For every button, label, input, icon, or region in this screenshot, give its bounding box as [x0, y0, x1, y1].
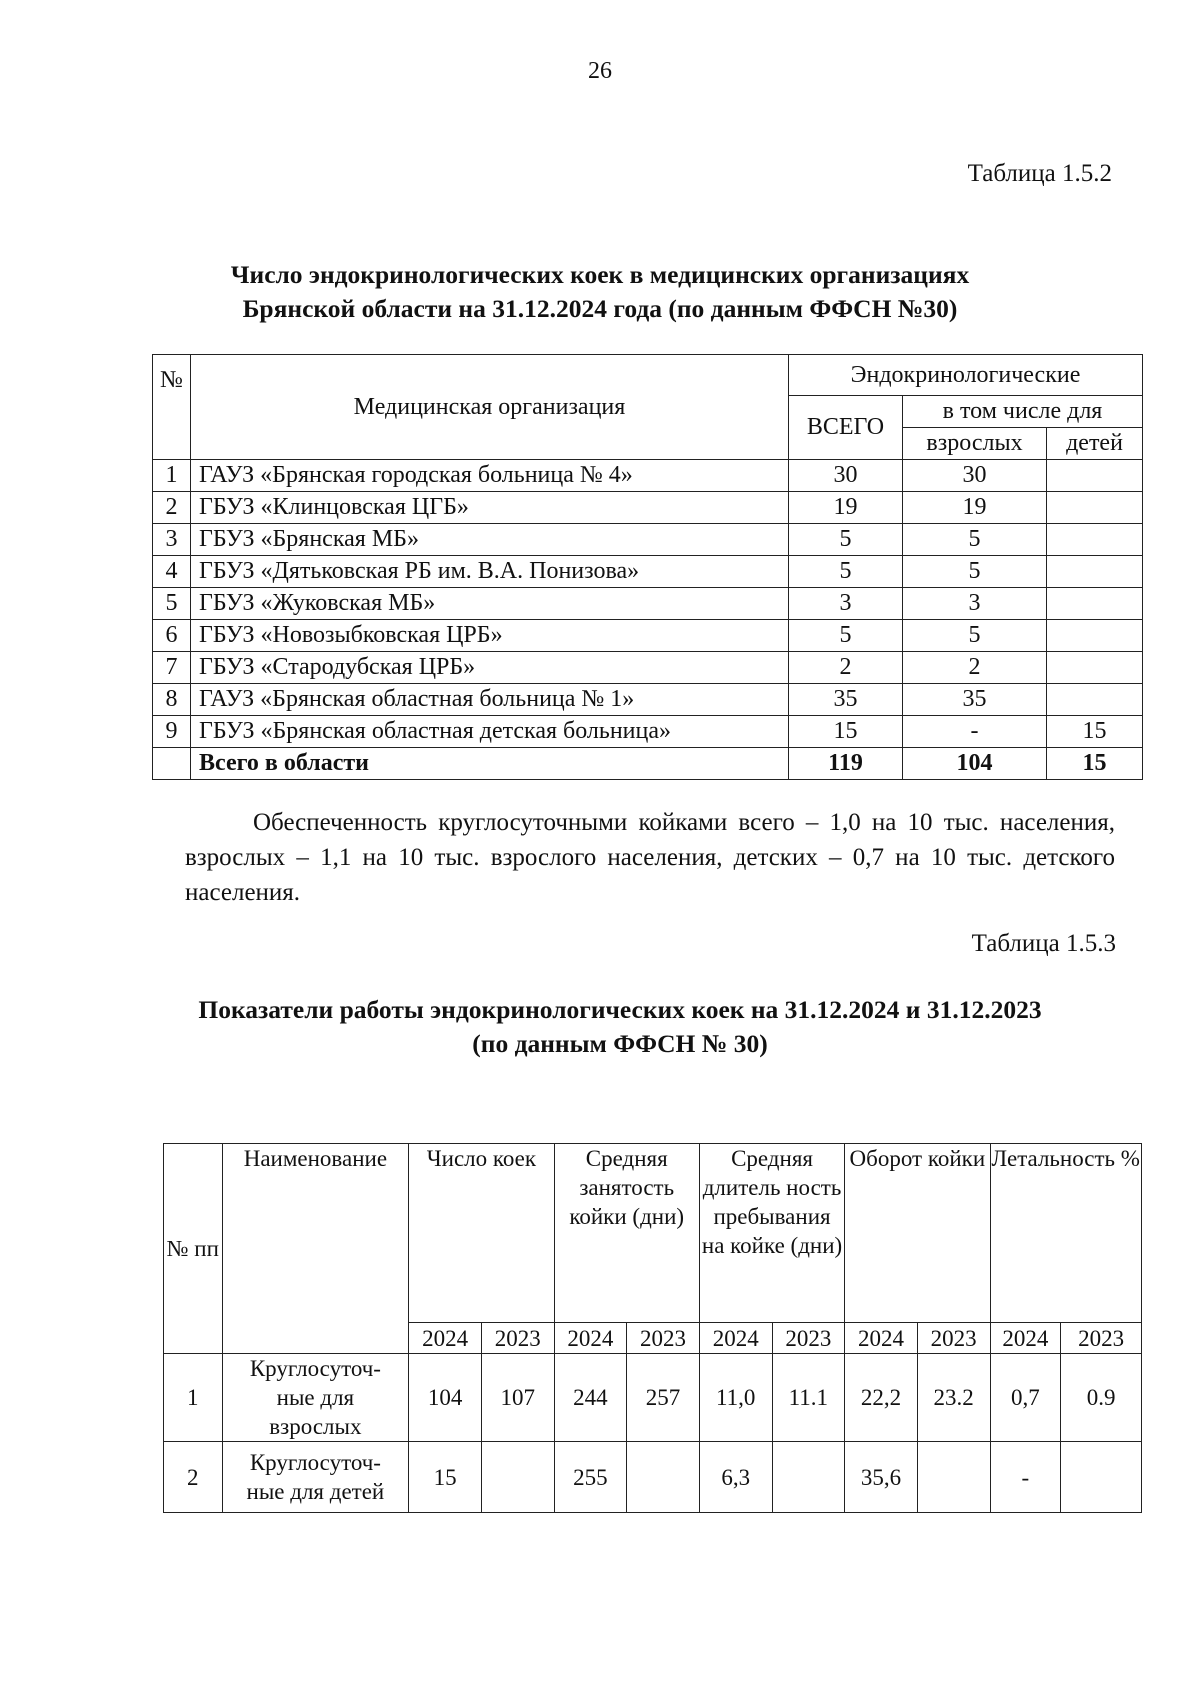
row-value: 23.2: [917, 1354, 990, 1442]
row-value: 35,6: [845, 1442, 918, 1513]
header-occupancy: Средняя занятость койки (дни): [554, 1144, 699, 1323]
row-adults: 5: [903, 524, 1047, 556]
table-row: [164, 1442, 1142, 1513]
row-value: 11,0: [699, 1354, 772, 1442]
year-header: 2024: [990, 1323, 1061, 1354]
row-adults: 2: [903, 652, 1047, 684]
header-adults: взрослых: [903, 428, 1047, 460]
header-duration: Средняя длитель ность пребывания на койке (дни): [699, 1144, 844, 1323]
row-adults: 5: [903, 556, 1047, 588]
header-organization: Медицинская организация: [191, 355, 789, 460]
table-2-label: Таблица 1.5.3: [971, 930, 1116, 957]
row-value: 244: [554, 1354, 627, 1442]
year-header: 2023: [917, 1323, 990, 1354]
row-children: [1047, 460, 1143, 492]
row-name: Круглосуточ-ные для детей: [222, 1442, 409, 1513]
row-value: [772, 1442, 845, 1513]
row-adults: 5: [903, 620, 1047, 652]
row-organization: ГБУЗ «Дятьковская РБ им. В.А. Понизова»: [191, 556, 789, 588]
row-value: 257: [627, 1354, 700, 1442]
row-organization: ГАУЗ «Брянская областная больница № 1»: [191, 684, 789, 716]
year-header: 2023: [1061, 1323, 1142, 1354]
row-children: 15: [1047, 716, 1143, 748]
bed-performance-table: [163, 1143, 1142, 1513]
row-children: [1047, 556, 1143, 588]
row-value: [627, 1442, 700, 1513]
header-children: детей: [1047, 428, 1143, 460]
row-value: 22,2: [845, 1354, 918, 1442]
row-organization: ГБУЗ «Стародубская ЦРБ»: [191, 652, 789, 684]
table-1-title-line-2: Брянской области на 31.12.2024 года (по данным ФФСН №30): [242, 294, 958, 323]
total-num: [153, 748, 191, 780]
row-value: 0,7: [990, 1354, 1061, 1442]
row-value: 15: [409, 1442, 482, 1513]
row-num: 3: [153, 524, 191, 556]
table-row: [153, 620, 1143, 652]
row-value: 107: [481, 1354, 554, 1442]
row-adults: 30: [903, 460, 1047, 492]
header-endocrine: Эндокринологические: [789, 355, 1143, 396]
year-header: 2024: [409, 1323, 482, 1354]
row-value: -: [990, 1442, 1061, 1513]
row-organization: ГБУЗ «Жуковская МБ»: [191, 588, 789, 620]
row-organization: ГБУЗ «Новозыбковская ЦРБ»: [191, 620, 789, 652]
row-total: 2: [789, 652, 903, 684]
row-num: 4: [153, 556, 191, 588]
header-beds: Число коек: [409, 1144, 554, 1323]
row-total: 3: [789, 588, 903, 620]
row-value: 255: [554, 1442, 627, 1513]
row-num: 9: [153, 716, 191, 748]
coverage-paragraph: Обеспеченность круглосуточными койками всего – 1,0 на 10 тыс. населения, взрослых – 1,1 на 10 тыс. взрослого населения, детских – 0,7 на 10 тыс. детского населения.: [185, 809, 1115, 906]
year-header: 2023: [627, 1323, 700, 1354]
header-turnover: Оборот койки: [845, 1144, 990, 1323]
row-value: [481, 1442, 554, 1513]
table-row: [153, 556, 1143, 588]
row-adults: 19: [903, 492, 1047, 524]
header-lethality: Летальность %: [990, 1144, 1141, 1323]
endocrine-beds-table: [152, 354, 1143, 780]
row-name: Круглосуточ-ные для взрослых: [222, 1354, 409, 1442]
row-num: 2: [153, 492, 191, 524]
table-row: [153, 652, 1143, 684]
row-adults: 3: [903, 588, 1047, 620]
row-children: [1047, 492, 1143, 524]
header-name: Наименование: [222, 1144, 409, 1354]
header-num-pp: № пп: [164, 1144, 223, 1354]
row-value: 0.9: [1061, 1354, 1142, 1442]
total-children: 15: [1047, 748, 1143, 780]
row-organization: ГБУЗ «Клинцовская ЦГБ»: [191, 492, 789, 524]
table-2-title-line-2: (по данным ФФСН № 30): [472, 1029, 768, 1058]
row-value: 104: [409, 1354, 482, 1442]
year-header: 2024: [554, 1323, 627, 1354]
row-total: 35: [789, 684, 903, 716]
header-including: в том числе для: [903, 396, 1143, 428]
row-num: 1: [153, 460, 191, 492]
table-2-title-line-1: Показатели работы эндокринологических коек на 31.12.2024 и 31.12.2023: [198, 995, 1042, 1024]
table-row: [153, 684, 1143, 716]
header-num: №: [153, 355, 191, 460]
row-children: [1047, 524, 1143, 556]
table-row: [164, 1354, 1142, 1442]
row-total: 5: [789, 620, 903, 652]
year-header: 2024: [845, 1323, 918, 1354]
table-1-label: Таблица 1.5.2: [967, 160, 1112, 187]
row-num: 2: [164, 1442, 223, 1513]
table-row: [153, 492, 1143, 524]
row-value: [917, 1442, 990, 1513]
total-label: Всего в области: [191, 748, 789, 780]
header-total: ВСЕГО: [789, 396, 903, 460]
row-organization: ГАУЗ «Брянская городская больница № 4»: [191, 460, 789, 492]
page-number: 26: [588, 58, 612, 84]
row-num: 8: [153, 684, 191, 716]
total-row: [153, 748, 1143, 780]
row-num: 7: [153, 652, 191, 684]
table-row: [153, 524, 1143, 556]
year-header: 2023: [481, 1323, 554, 1354]
row-total: 5: [789, 556, 903, 588]
row-num: 6: [153, 620, 191, 652]
year-header: 2024: [699, 1323, 772, 1354]
table-row: [153, 588, 1143, 620]
table-row: [153, 716, 1143, 748]
row-num: 1: [164, 1354, 223, 1442]
row-children: [1047, 620, 1143, 652]
table-row: [153, 460, 1143, 492]
row-total: 30: [789, 460, 903, 492]
row-total: 15: [789, 716, 903, 748]
table-1-title-line-1: Число эндокринологических коек в медицинских организациях: [230, 260, 970, 289]
row-children: [1047, 588, 1143, 620]
table-2-title: [20, 993, 1200, 1061]
total-adults: 104: [903, 748, 1047, 780]
year-header: 2023: [772, 1323, 845, 1354]
row-organization: ГБУЗ «Брянская МБ»: [191, 524, 789, 556]
row-organization: ГБУЗ «Брянская областная детская больница»: [191, 716, 789, 748]
row-total: 19: [789, 492, 903, 524]
table-1-title: [0, 258, 1200, 326]
row-adults: -: [903, 716, 1047, 748]
row-num: 5: [153, 588, 191, 620]
row-value: 6,3: [699, 1442, 772, 1513]
row-children: [1047, 684, 1143, 716]
row-children: [1047, 652, 1143, 684]
row-adults: 35: [903, 684, 1047, 716]
row-value: [1061, 1442, 1142, 1513]
total-all: 119: [789, 748, 903, 780]
row-value: 11.1: [772, 1354, 845, 1442]
row-total: 5: [789, 524, 903, 556]
